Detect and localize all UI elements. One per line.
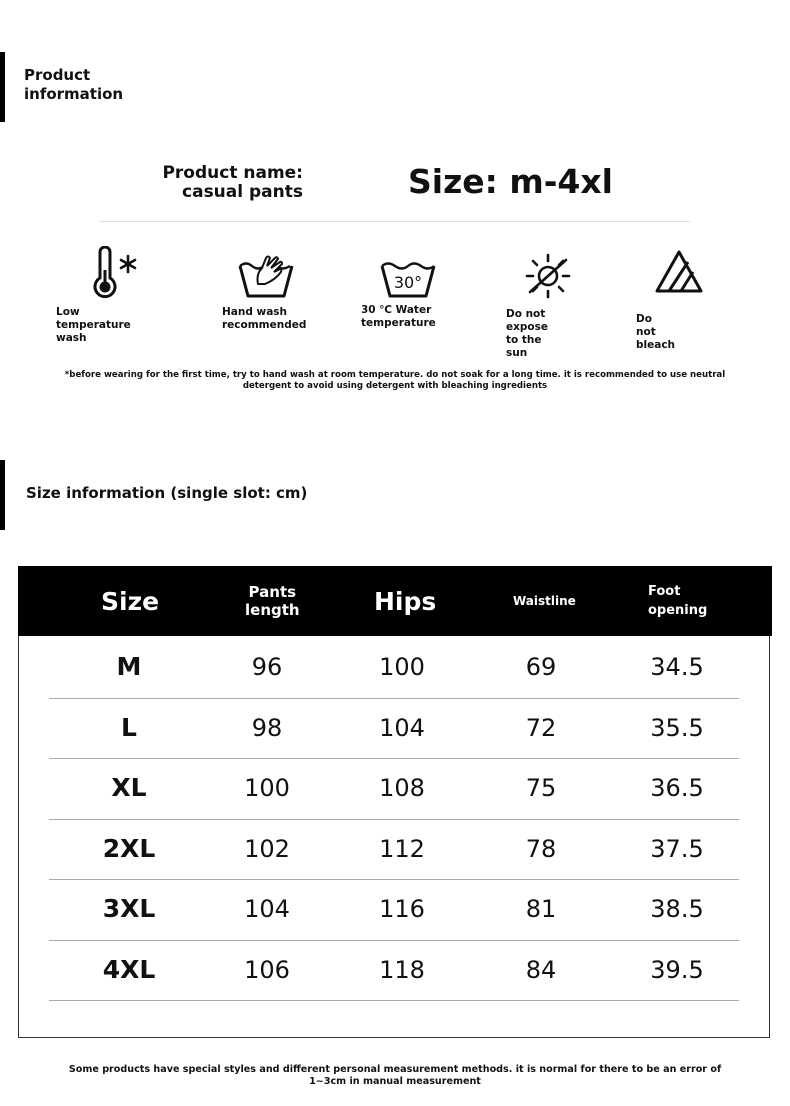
row-divider: [49, 819, 739, 820]
care-label: Do not bleach: [636, 313, 676, 351]
low-temperature-wash-icon: [92, 246, 142, 304]
table-cell: 35.5: [650, 713, 704, 742]
product-name: Product name: casual pants: [162, 163, 303, 202]
table-cell: 69: [525, 653, 557, 681]
table-cell: 112: [379, 834, 425, 863]
table-cell: 96: [251, 653, 283, 681]
hand-wash-icon: [238, 252, 294, 298]
table-cell: 81: [525, 895, 557, 923]
care-label: Hand wash recommended: [222, 306, 307, 331]
header-waistline: Waistline: [513, 594, 576, 608]
size-cell: 4XL: [102, 954, 156, 984]
care-label: Do not expose to the sun: [506, 308, 548, 359]
table-header: [18, 566, 772, 636]
table-cell: 39.5: [650, 955, 704, 984]
table-cell: 72: [525, 713, 557, 742]
divider: [100, 221, 690, 222]
row-divider: [49, 940, 739, 941]
product-size-range: Size: m-4xl: [408, 162, 613, 201]
row-divider: [49, 758, 739, 759]
table-cell: 75: [525, 774, 557, 802]
table-cell: 84: [525, 955, 557, 984]
table-cell: 38.5: [650, 895, 704, 923]
header-hips: Hips: [374, 586, 437, 616]
care-label: Low temperature wash: [56, 306, 131, 344]
header-size: Size: [101, 586, 160, 616]
header-pants-length: Pants length: [245, 583, 300, 619]
size-cell: 3XL: [102, 894, 156, 923]
table-cell: 37.5: [650, 834, 704, 863]
size-cell: 2XL: [102, 833, 156, 863]
section-bar: [0, 460, 5, 530]
product-section-title: Product information: [24, 66, 124, 103]
table-cell: 98: [251, 713, 283, 742]
water-temperature-30-icon: [379, 256, 437, 298]
size-section-title: Size information (single slot: cm): [26, 484, 308, 502]
row-divider: [49, 1000, 739, 1001]
do-not-expose-to-sun-icon: [524, 252, 572, 300]
row-divider: [49, 879, 739, 880]
table-cell: 34.5: [650, 653, 704, 681]
size-cell: L: [121, 712, 137, 742]
table-cell: 106: [244, 955, 290, 984]
section-bar: [0, 52, 5, 122]
do-not-bleach-icon: [654, 248, 704, 294]
table-cell: 102: [244, 834, 290, 863]
footer-note: Some products have special styles and different personal measurement methods. it is normal for there to be an error of 1~3cm in manual measurement: [68, 1064, 722, 1087]
size-cell: M: [116, 652, 142, 681]
water-temperature-value: 30°: [393, 273, 423, 292]
table-cell: 100: [379, 653, 425, 681]
header-foot-opening: Foot opening: [648, 584, 708, 618]
care-label: 30 ℃ Water temperature: [361, 304, 436, 329]
table-cell: 104: [244, 895, 290, 923]
size-cell: XL: [111, 773, 147, 802]
table-cell: 36.5: [650, 774, 704, 802]
table-cell: 104: [379, 713, 425, 742]
table-cell: 118: [379, 955, 425, 984]
table-cell: 100: [244, 774, 290, 802]
table-cell: 108: [379, 774, 425, 802]
table-cell: 78: [525, 834, 557, 863]
table-cell: 116: [379, 895, 425, 923]
care-note: *before wearing for the first time, try to hand wash at room temperature. do not soak for a long time. it is recommended to use neutral detergent to avoid using detergent with bleaching ingredients: [64, 370, 726, 391]
row-divider: [49, 698, 739, 699]
